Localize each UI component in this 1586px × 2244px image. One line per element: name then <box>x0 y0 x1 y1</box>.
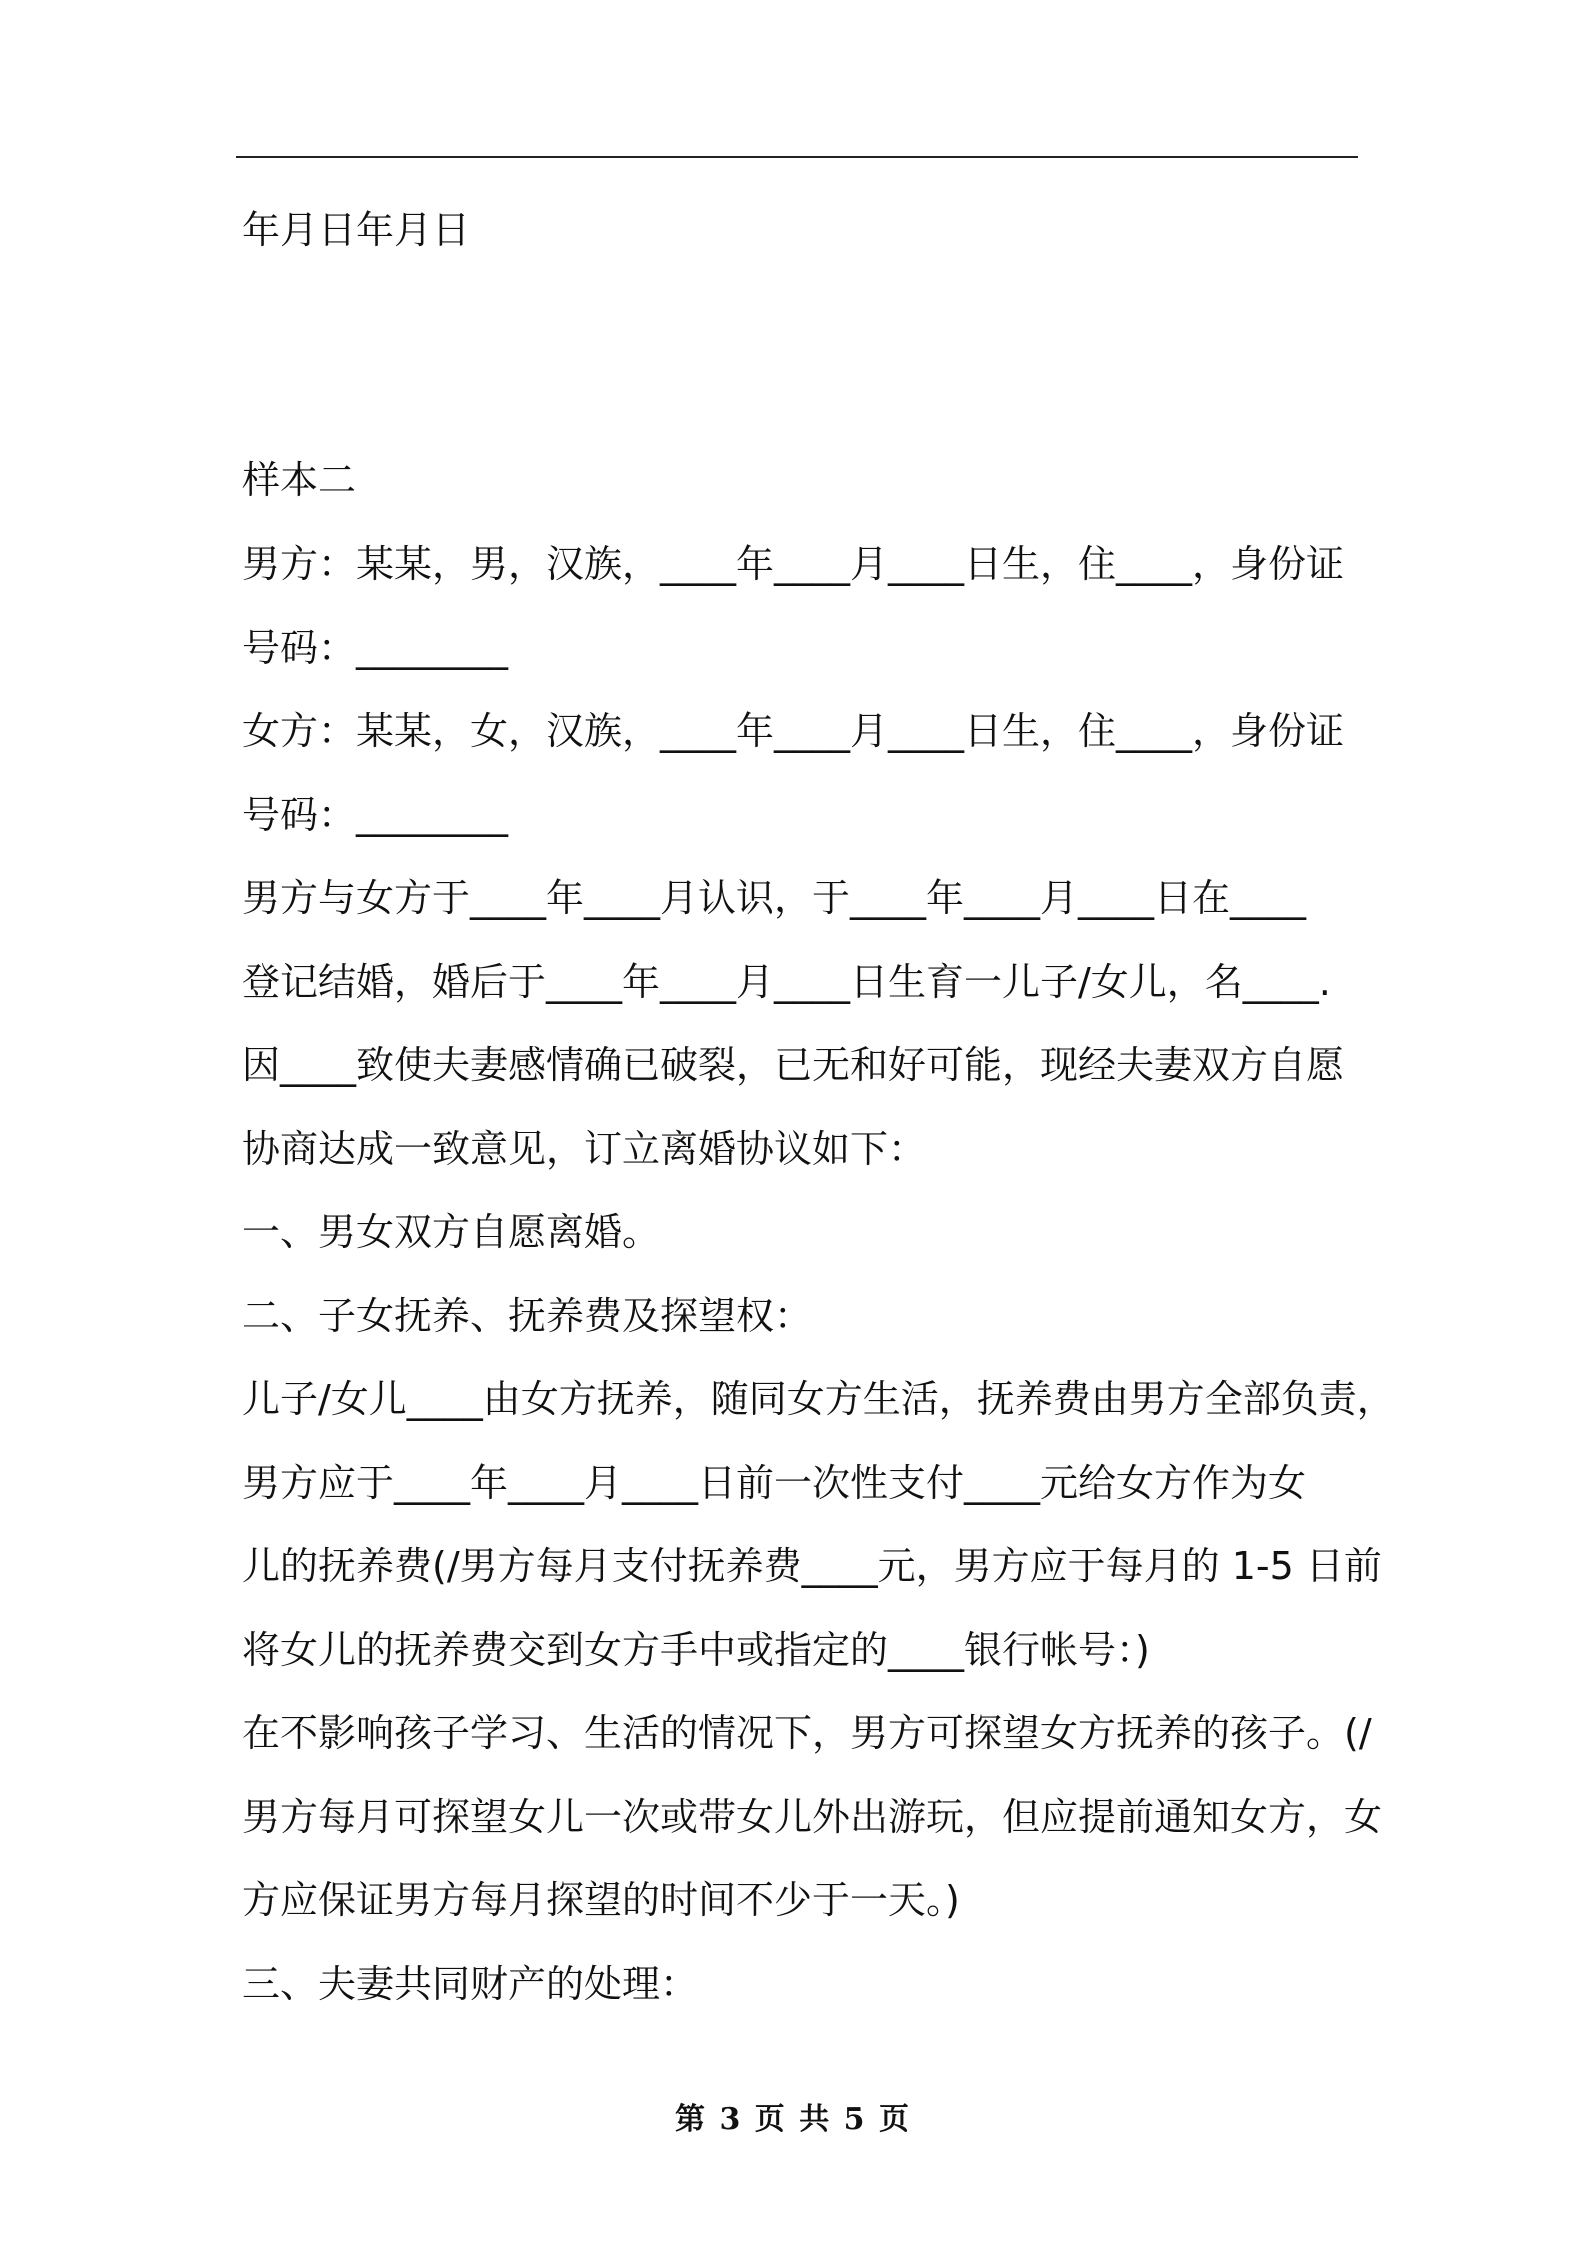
clause-heading: 二、子女抚养、抚养费及探望权： <box>242 1294 813 1338</box>
text-line: 女方：某某，女，汉族，____年____月____日生，住____，身份证 <box>242 709 1345 753</box>
text-line: 儿子/女儿____由女方抚养，随同女方生活，抚养费由男方全部负责， <box>242 1377 1395 1421</box>
page-number: 第 3 页 共 5 页 <box>675 2102 911 2137</box>
header-rule <box>236 156 1358 158</box>
text-line: 男方：某某，男，汉族，____年____月____日生，住____，身份证 <box>242 542 1345 586</box>
text-line: 男方应于____年____月____日前一次性支付____元给女方作为女 <box>242 1461 1307 1505</box>
text-line: 登记结婚，婚后于____年____月____日生育一儿子/女儿，名____. <box>242 960 1331 1004</box>
text-line: 儿的抚养费(/男方每月支付抚养费____元，男方应于每月的 1-5 日前 <box>242 1544 1382 1588</box>
section-title: 样本二 <box>242 458 357 502</box>
text-line: 男方每月可探望女儿一次或带女儿外出游玩，但应提前通知女方，女 <box>242 1795 1383 1839</box>
text-line: 号码：________ <box>242 626 509 670</box>
date-line: 年月日年月日 <box>242 208 471 252</box>
text-line: 方应保证男方每月探望的时间不少于一天。) <box>242 1878 960 1922</box>
text-line: 号码：________ <box>242 793 509 837</box>
clause-heading: 三、夫妻共同财产的处理： <box>242 1962 699 2006</box>
text-line: 因____致使夫妻感情确已破裂，已无和好可能，现经夫妻双方自愿 <box>242 1043 1345 1087</box>
text-line: 将女儿的抚养费交到女方手中或指定的____银行帐号：) <box>242 1628 1150 1672</box>
text-line: 在不影响孩子学习、生活的情况下，男方可探望女方抚养的孩子。(/ <box>242 1711 1372 1755</box>
text-line: 协商达成一致意见，订立离婚协议如下： <box>242 1127 927 1171</box>
clause-heading: 一、男女双方自愿离婚。 <box>242 1210 661 1254</box>
text-line: 男方与女方于____年____月认识，于____年____月____日在____ <box>242 876 1307 920</box>
